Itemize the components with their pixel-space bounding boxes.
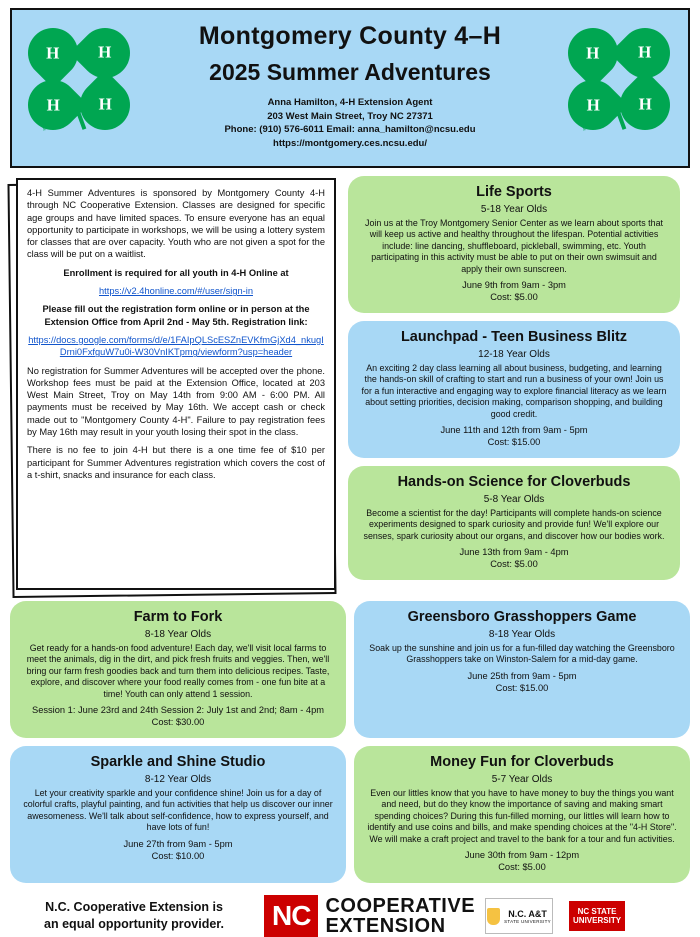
info-paragraph-2: No registration for Summer Adventures will be accepted over the phone. Workshop fees must be paid at the Extension Office, located at 203 West Main Street, Troy on May 14th from 9:00 AM - 6:00 PM. All payments must be received by May 16th. We accept cash or check made out to "Montgomery County 4-H". Failure to pay registration fees by May 16th may result in your youth losing their spot in the class.: [27, 365, 325, 438]
equal-opportunity-statement: [14, 899, 254, 933]
nc-cooperative-extension-logo: [264, 895, 475, 937]
class-ages: 8-18 Year Olds: [488, 629, 556, 640]
class-cost: Cost: $5.00: [490, 559, 538, 570]
nc-logo-word-extension: EXTENSION: [325, 914, 446, 937]
class-card-launchpad[interactable]: [348, 321, 680, 458]
ncstate-logo-line-1: NC STATE: [577, 907, 617, 917]
flyer-header: [10, 8, 690, 168]
class-card-money-fun[interactable]: [354, 746, 690, 883]
info-enrollment-note: Enrollment is required for all youth in 4-H Online at: [63, 267, 289, 278]
class-ages: 5-7 Year Olds: [491, 774, 553, 786]
flyer-footer: [10, 895, 690, 937]
contact-address: 203 West Main Street, Troy NC 27371: [267, 110, 433, 122]
class-title: Greensboro Grasshoppers Game: [407, 609, 637, 625]
shield-icon: [487, 908, 500, 925]
contact-website: https://montgomery.ces.ncsu.edu/: [273, 137, 427, 149]
ncstate-logo-line-2: UNIVERSITY: [573, 916, 622, 926]
class-description: Become a scientist for the day! Participants will complete hands-on science experiments designed to spark curiosity and provide fun! We'll explore our senses, spark curiosity about our organs, and discover how our bodies work.: [363, 508, 665, 541]
class-date: June 11th and 12th from 9am - 5pm: [440, 425, 588, 436]
class-date: Session 1: June 23rd and 24th Session 2: July 1st and 2nd; 8am - 4pm: [32, 705, 324, 716]
class-card-greensboro-grasshoppers[interactable]: [354, 601, 690, 738]
class-cost: Cost: $15.00: [495, 682, 549, 693]
statement-line-1: N.C. Cooperative Extension is: [45, 900, 223, 915]
class-ages: 5-18 Year Olds: [480, 204, 548, 215]
at-logo-line-1: N.C. A&T: [508, 908, 547, 919]
class-title: Money Fun for Cloverbuds: [430, 754, 614, 771]
info-registration-note: Please fill out the registration form online or in person at the Extension Office from April 2nd - May 5th. Registration link:: [42, 304, 310, 327]
nc-at-university-logo: [485, 898, 553, 934]
class-ages: 8-18 Year Olds: [144, 629, 212, 640]
right-column: [348, 176, 680, 601]
class-date: June 30th from 9am - 12pm: [464, 850, 580, 861]
class-ages: 5-8 Year Olds: [483, 494, 545, 506]
clover-leaf-letter: H: [98, 42, 112, 62]
class-card-sparkle-and-shine[interactable]: [10, 746, 346, 883]
four-h-online-link[interactable]: https://v2.4honline.com/#/user/sign-in: [99, 286, 253, 297]
clover-leaf-letter: H: [98, 94, 112, 114]
nc-logo-mark: NC: [264, 895, 318, 937]
class-date: June 13th from 9am - 4pm: [459, 547, 569, 558]
class-row-middle: [10, 601, 690, 746]
class-cost: Cost: $10.00: [151, 850, 205, 861]
page-title: Montgomery County 4–H: [198, 22, 502, 50]
main-content: [10, 176, 690, 601]
contact-name: Anna Hamilton, 4-H Extension Agent: [267, 97, 433, 108]
class-title: Farm to Fork: [133, 609, 223, 625]
class-title: Launchpad - Teen Business Blitz: [400, 329, 628, 346]
class-card-hands-on-science[interactable]: [348, 466, 680, 580]
clover-leaf-letter: H: [638, 42, 652, 62]
info-paragraph-1: 4-H Summer Adventures is sponsored by Montgomery County 4-H through NC Cooperative Extension. Classes are designed for specific age groups and have limited spaces. To ensure everyone has an equal opportunity to participate in workshops, we will be using a lottery system for classes that are over capacity. Youth who are not given a spot for the class will be put on a waitlist.: [27, 188, 325, 260]
clover-mark-label: 4-H: [581, 122, 591, 133]
information-box: [10, 176, 340, 601]
class-title: Sparkle and Shine Studio: [90, 754, 266, 771]
statement-line-2: an equal opportunity provider.: [44, 917, 224, 932]
class-row-bottom: [10, 746, 690, 891]
class-card-farm-to-fork[interactable]: [10, 601, 346, 738]
class-title: Life Sports: [476, 184, 552, 200]
class-description: An exciting 2 day class learning all about business, budgeting, and learning the hands-on skill of crafting to start and run a business of your own! Join us for a fun interactive and engaging way to explore financial literacy as we learn about setting priorities, decision making, comparison shopping, and building good credit.: [361, 363, 667, 419]
class-ages: 8-12 Year Olds: [144, 774, 212, 786]
class-date: June 9th from 9am - 3pm: [462, 280, 566, 291]
nc-logo-word-cooperative: COOPERATIVE: [325, 894, 476, 917]
class-description: Join us at the Troy Montgomery Senior Center as we learn about sports that will keep us active and healthy throughout the lifespan. Potential activities include: line dancing, shuffleboard, pickleball, swimming, etc. Youth participating in this activity must be able to put on their own swimsuit and apply their own sunscreen.: [365, 218, 663, 274]
class-cost: Cost: $30.00: [151, 717, 205, 728]
page-subtitle: 2025 Summer Adventures: [209, 59, 491, 85]
clover-mark-label: 4-H: [41, 122, 51, 133]
four-h-clover-icon-right: [566, 26, 674, 134]
clover-leaf-letter: H: [46, 95, 60, 115]
class-date: June 25th from 9am - 5pm: [467, 670, 577, 681]
class-description: Even our littles know that you have to have money to buy the things you want and need, but do they know the importance of saving and making smart spending choices? During this fun-filled morning, our littles will learn how to identify and use coins and bills, and make spending choices at the "4-H Store". We will make a craft project and travel to the bank for a tour and fun activities.: [367, 788, 677, 844]
class-title: Hands-on Science for Cloverbuds: [397, 474, 631, 491]
at-logo-line-2: STATE UNIVERSITY: [504, 918, 551, 924]
contact-phone-email: Phone: (910) 576-6011 Email: anna_hamilton@ncsu.edu: [224, 124, 476, 135]
four-h-clover-icon-left: [26, 26, 134, 134]
clover-leaf-letter: H: [586, 95, 600, 115]
class-description: Let your creativity sparkle and your confidence shine! Join us for a day of colorful crafts, playful painting, and fun activities that help us discover our inner awesomeness. We'll talk about self-confidence, how to express yourself, and have lots of fun!: [23, 788, 333, 833]
class-description: Soak up the sunshine and join us for a fun-filled day watching the Greensboro Grasshoppers take on Winston-Salem for a mid-day game.: [369, 643, 675, 665]
class-card-life-sports[interactable]: [348, 176, 680, 313]
left-column: [10, 176, 340, 601]
info-paragraph-3: There is no fee to join 4-H but there is a one time fee of $10 per participant for Summer Adventures registration which covers the cost of a t-shirt, snacks and insurance for each class.: [27, 445, 325, 480]
clover-leaf-letter: H: [46, 43, 60, 63]
class-description: Get ready for a hands-on food adventure! Each day, we'll visit local farms to meet the animals, dig in the dirt, and pick fresh fruits and veggies. Then, we'll bring our farm fresh goodies back and turn them into delicious recipes. Taste, explore, and discover where your food really comes from - one fun bite at a time! Youth can only attend 1 session.: [26, 643, 330, 699]
clover-leaf-letter: H: [638, 94, 652, 114]
class-cost: Cost: $5.00: [498, 862, 546, 873]
class-cost: Cost: $15.00: [487, 437, 541, 448]
clover-leaf-letter: H: [586, 43, 600, 63]
registration-form-link[interactable]: https://docs.google.com/forms/d/e/1FAIpQLScESZnEVKfmGjXd4_nkugIDrni0FxfguW7u0i-W30VnIKTpmg/viewform?usp=header: [28, 334, 324, 358]
class-date: June 27th from 9am - 5pm: [123, 838, 233, 849]
class-ages: 12-18 Year Olds: [478, 349, 550, 361]
class-cost: Cost: $5.00: [490, 292, 538, 303]
